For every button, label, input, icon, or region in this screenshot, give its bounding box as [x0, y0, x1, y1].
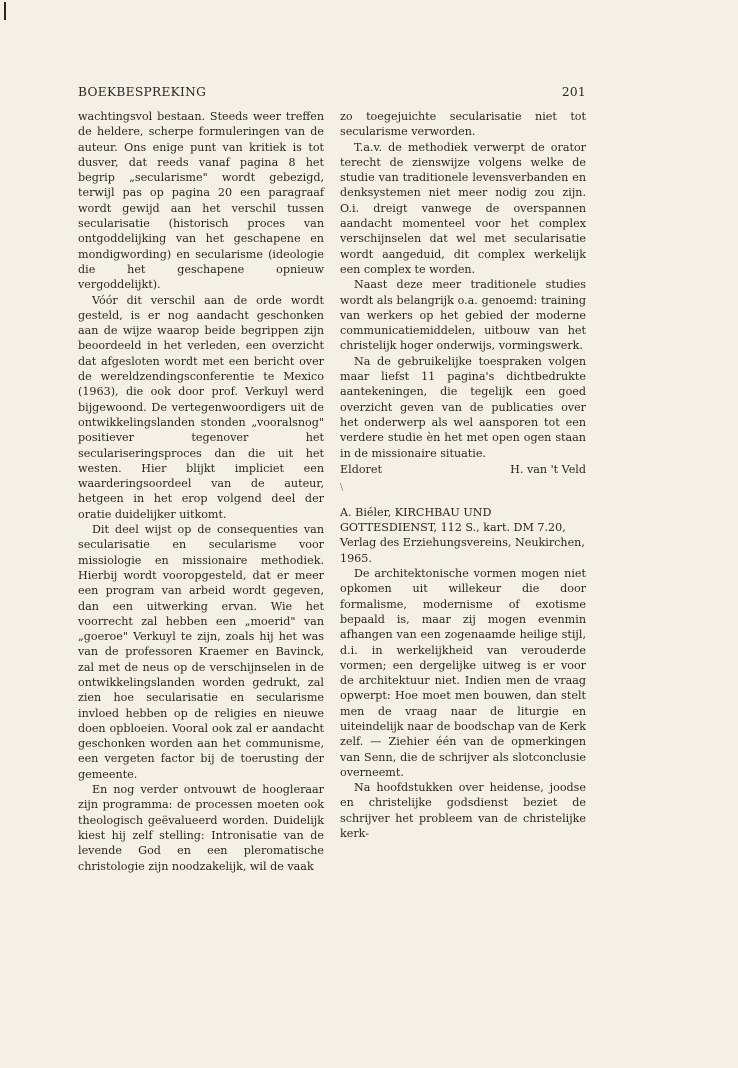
signature-author: H. van 't Veld [510, 462, 586, 476]
section-title: BOEKBESPREKING [78, 85, 207, 99]
paragraph: De architektonische vormen mogen niet opkomen uit willekeur die door formalisme, modernisme of exotisme bepaald is, maar zij mogen evenmin afhangen van een zogenaamde heilige stijl, d.i. in werkelijkheid van verouderde vormen; een dergelijke uitweg is er voor de architektuur niet. Indien men de vraag opwerpt: Hoe moet men bouwen, dan stelt men de vraag naar de liturgie en uiteindelijk naar de boodschap van de Kerk zelf. — Ziehier één van de opmerkingen van Senn, die de schrijver als slotconclusie overneemt. [340, 567, 586, 779]
paragraph: Na de gebruikelijke toespraken volgen maar liefst 11 pagina's dichtbedrukte aantekeningen, die tegelijk een goed overzicht geven van de publicaties over het onderwerp als wel aansporen tot een verdere studie èn het met open ogen staan in de missionaire situatie. [340, 354, 586, 460]
paragraph: wachtingsvol bestaan. Steeds weer treffen de heldere, scherpe formuleringen van de auteur. Ons enige punt van kritiek is tot dusver, dat reeds vanaf pagina 8 het begrip „secularisme" wordt gebezigd, terwijl pas op pagina 20 een paragraaf wordt gewijd aan het verschil tussen secularisatie (historisch proces van ontgoddelijking van het geschapene en mondigwording) en secularisme (ideologie die het geschapene opnieuw vergoddelijkt). [78, 110, 324, 292]
signature-place: Eldoret [340, 462, 382, 476]
paragraph: Dit deel wijst op de consequenties van secularisatie en secularisme voor missiologie en missionaire methodiek. Hierbij wordt vooropgesteld, dat er meer een program van arbeid wordt gegeven, dan een uitwerking ervan. Wie het voorrecht zal hebben een „moerid" van „goeroe" Verkuyl te zijn, zoals hij het was van de professoren Kraemer en Bavinck, zal met de neus op de verschijnselen in de ontwikkelingslanden worden gedrukt, zal zien hoe secularisatie en secularisme invloed hebben op de religies en nieuwe doen opbloeien. Vooral ook zal er aandacht geschonken worden aan het communisme, een vergeten factor bij de toerusting der gemeente. [78, 523, 324, 781]
page-number: 201 [561, 85, 586, 99]
paragraph: Naast deze meer traditionele studies wordt als belangrijk o.a. genoemd: training van werkers op het gebied der moderne communicatiemiddelen, uitbouw van het christelijk hoger onderwijs, vormingswerk. [340, 278, 586, 353]
paragraph: En nog verder ontvouwt de hoogleraar zijn programma: de processen moeten ook theologisch geëvalueerd worden. Duidelijk kiest hij zelf stelling: Intronisatie van de levende God en een pleromatische christologie zijn noodzakelijk, wil de vaak [78, 783, 324, 873]
paragraph: zo toegejuichte secularisatie niet tot secularisme verworden. [340, 110, 586, 139]
right-column [340, 109, 586, 841]
running-header [78, 85, 586, 101]
paragraph: Na hoofdstukken over heidense, joodse en christelijke godsdienst beziet de schrijver het probleem van de christelijke kerk- [340, 781, 586, 841]
paragraph: Vóór dit verschil aan de orde wordt gesteld, is er nog aandacht geschonken aan de wijze waarop beide begrippen zijn beoordeeld in het verleden, een overzicht dat afgesloten wordt met een bericht over de wereldzendingsconferentie te Mexico (1963), die ook door prof. Verkuyl werd bijgewoond. De vertegenwoordigers uit de ontwikkelingslanden stonden „vooralsnog" positiever tegenover het seculariseringsproces dan die uit het westen. Hier blijkt impliciet een waarderingsoordeel van de auteur, hetgeen in het erop volgend deel der oratie duidelijker uitkomt. [78, 293, 324, 521]
review-signature [340, 462, 586, 477]
left-column [78, 109, 324, 874]
ink-mark: \ [340, 482, 344, 493]
book-heading: A. Biéler, KIRCHBAU UND GOTTESDIENST, 112 S., kart. DM 7.20, Verlag des Erziehungsvereins, Neukirchen, 1965. [340, 505, 585, 565]
page-corner-mark [4, 2, 6, 20]
paragraph: T.a.v. de methodiek verwerpt de orator terecht de zienswijze volgens welke de studie van traditionele levensverbanden en denksystemen niet meer nodig zou zijn. O.i. dreigt vanwege de overspannen aandacht momenteel voor het complex verschijnselen dat wel met secularisatie wordt aangeduid, dit complex werkelijk een complex te worden. [340, 140, 586, 276]
